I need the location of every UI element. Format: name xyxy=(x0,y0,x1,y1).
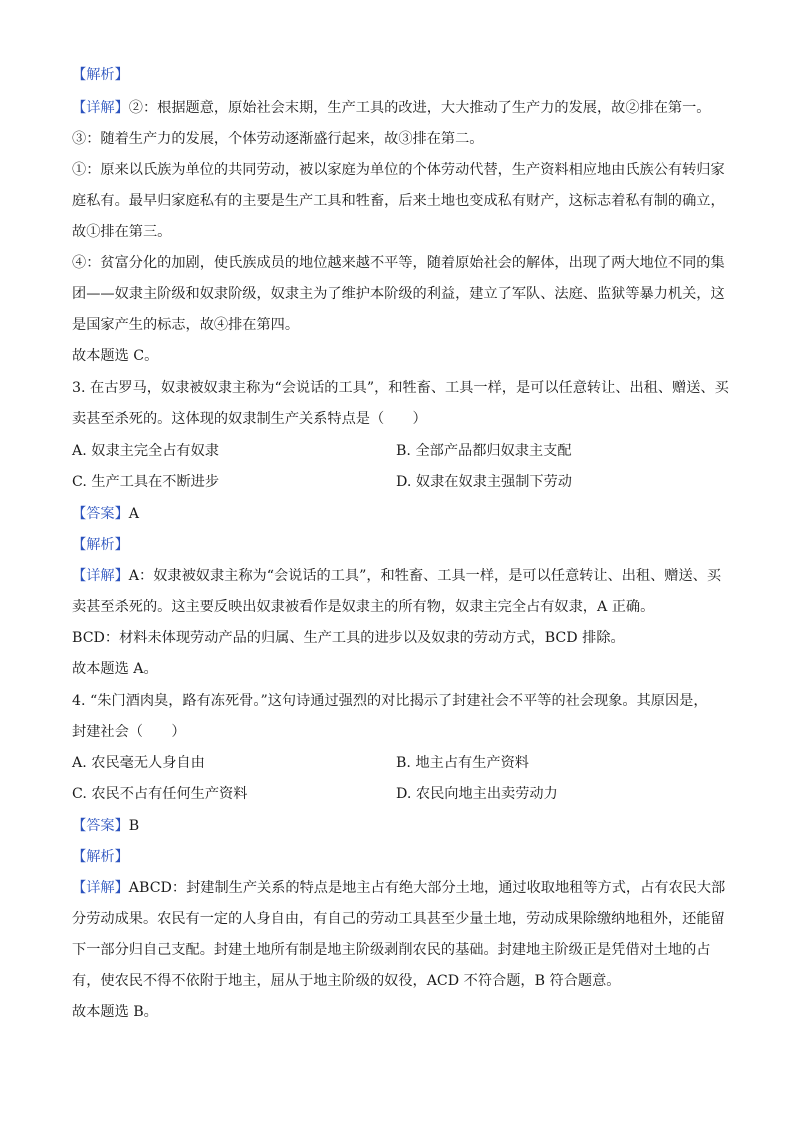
option-c: C. 农民不占有任何生产资料 xyxy=(72,786,248,802)
conclusion: 故本题选 B。 xyxy=(72,1004,158,1020)
answer-tag: 【答案】 xyxy=(72,506,129,522)
detail-tag: 【详解】 xyxy=(72,880,129,896)
conclusion: 故本题选 C。 xyxy=(72,348,159,364)
detail-text: ②：根据题意，原始社会末期，生产工具的改进，大大推动了生产力的发展，故②排在第一。 xyxy=(128,100,711,116)
answer-line xyxy=(72,504,722,524)
question-4-stem: 4. “朱门酒肉臭，路有冻死骨。”这句诗通过强烈的对比揭示了封建社会不平等的社会现象。其原因是， xyxy=(72,693,708,709)
analysis-heading: 【解析】 xyxy=(72,849,129,865)
detail-text-line: 是国家产生的标志，故④排在第四。 xyxy=(72,317,300,333)
detail-text-line: BCD：材料未体现劳动产品的归属、生产工具的进步以及奴隶的劳动方式，BCD 排除。 xyxy=(72,630,625,646)
question-4-options-row-2 xyxy=(72,784,722,804)
analysis-heading: 【解析】 xyxy=(72,67,129,83)
detail-paragraph xyxy=(72,878,726,898)
answer-value: B xyxy=(128,818,140,834)
option-d: D. 农民向地主出卖劳动力 xyxy=(396,786,558,802)
detail-text-line: ①：原来以氏族为单位的共同劳动，被以家庭为单位的个体劳动代替，生产资料相应地由氏族公有转归家 xyxy=(72,162,725,178)
answer-tag: 【答案】 xyxy=(72,818,129,834)
question-4-options-row-1 xyxy=(72,753,722,773)
detail-text-line: 团——奴隶主阶级和奴隶阶级，奴隶主为了维护本阶级的利益，建立了军队、法庭、监狱等暴力机关，这 xyxy=(72,286,725,302)
detail-text-line: 下一部分归自己支配。封建土地所有制是地主阶级剥削农民的基础。封建地主阶级正是凭借对土地的占 xyxy=(72,942,711,958)
conclusion: 故本题选 A。 xyxy=(72,661,158,677)
detail-text: A：奴隶被奴隶主称为“会说话的工具”，和牲畜、工具一样，是可以任意转让、出租、赠送、买 xyxy=(128,568,722,584)
option-b: B. 地主占有生产资料 xyxy=(396,755,529,771)
question-3-options-row-2 xyxy=(72,472,722,492)
detail-tag: 【详解】 xyxy=(72,100,129,116)
detail-paragraph xyxy=(72,566,722,586)
detail-text-line: ④：贫富分化的加剧，使氏族成员的地位越来越不平等，随着原始社会的解体，出现了两大地位不同的集 xyxy=(72,255,725,271)
question-3-options-row-1 xyxy=(72,441,722,461)
detail-text-line: ③：随着生产力的发展，个体劳动逐渐盛行起来，故③排在第二。 xyxy=(72,131,484,147)
option-d: D. 奴隶在奴隶主强制下劳动 xyxy=(396,474,572,490)
detail-text-line: 庭私有。最早归家庭私有的主要是生产工具和牲畜，后来土地也变成私有财产，这标志着私有制的确立， xyxy=(72,193,725,209)
option-b: B. 全部产品都归奴隶主支配 xyxy=(396,443,572,459)
option-a: A. 奴隶主完全占有奴隶 xyxy=(72,443,219,459)
detail-text-line: 有，使农民不得不依附于地主，屈从于地主阶级的奴役，ACD 不符合题，B 符合题意。 xyxy=(72,973,621,989)
detail-paragraph xyxy=(72,98,722,118)
question-3-stem: 卖甚至杀死的。这体现的奴隶制生产关系特点是（ ） xyxy=(72,411,427,427)
detail-text-line: 分劳动成果。农民有一定的人身自由，有自己的劳动工具甚至少量土地，劳动成果除缴纳地租外，还能留 xyxy=(72,911,725,927)
option-a: A. 农民毫无人身自由 xyxy=(72,755,205,771)
answer-value: A xyxy=(128,506,140,522)
question-3-stem: 3. 在古罗马，奴隶被奴隶主称为“会说话的工具”，和牲畜、工具一样，是可以任意转让、出租、赠送、买 xyxy=(72,380,729,396)
analysis-heading: 【解析】 xyxy=(72,537,129,553)
detail-text-line: 故①排在第三。 xyxy=(72,224,172,240)
detail-tag: 【详解】 xyxy=(72,568,129,584)
answer-line xyxy=(72,816,722,836)
option-c: C. 生产工具在不断进步 xyxy=(72,474,220,490)
question-4-stem: 封建社会（ ） xyxy=(72,724,186,740)
detail-text: ABCD：封建制生产关系的特点是地主占有绝大部分土地，通过收取地租等方式，占有农民大部 xyxy=(128,880,726,896)
detail-text-line: 卖甚至杀死的。这主要反映出奴隶被看作是奴隶主的所有物，奴隶主完全占有奴隶，A 正确。 xyxy=(72,599,655,615)
